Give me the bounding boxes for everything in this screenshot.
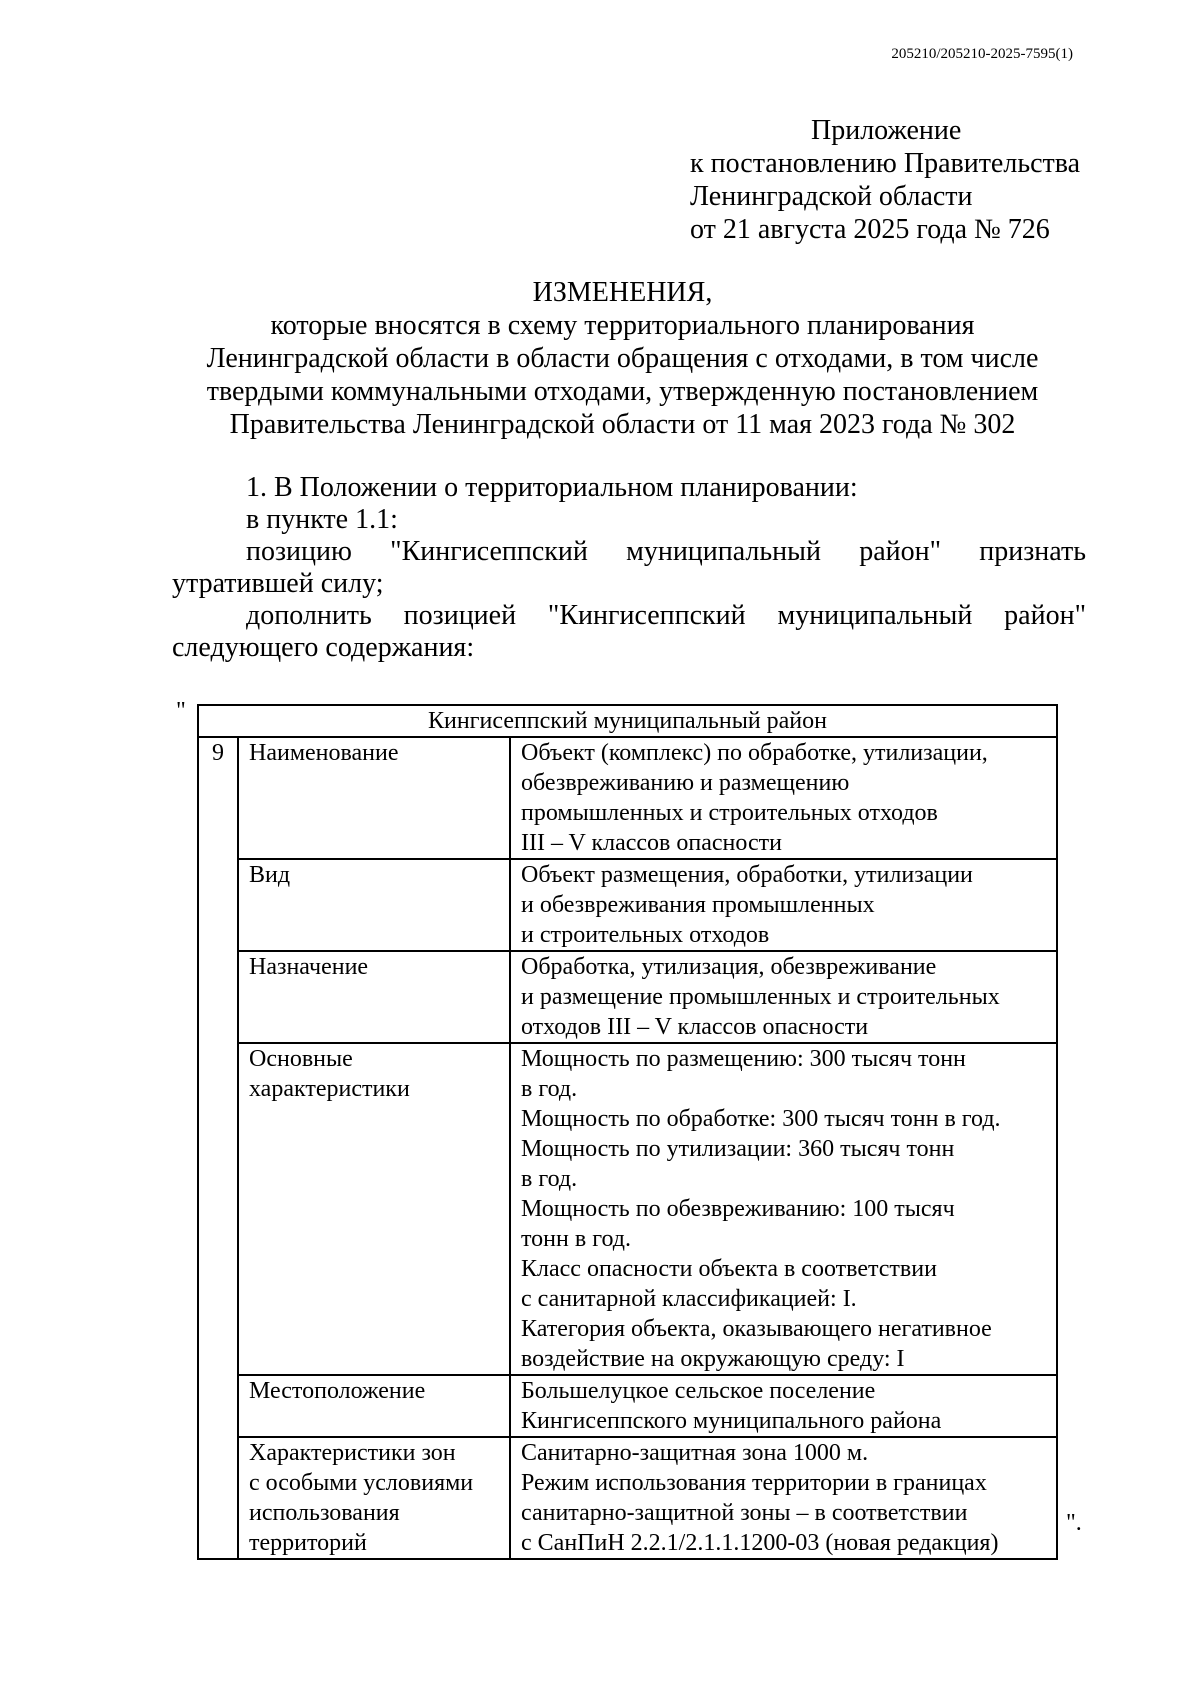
table-row (198, 1437, 1057, 1559)
annex-line: к постановлению Правительства (690, 148, 1081, 179)
row-label-line: Характеристики зон (249, 1440, 456, 1466)
row-value (510, 1043, 1057, 1375)
row-number-cell (198, 1437, 238, 1559)
row-value-line: Кингисеппского муниципального района (521, 1408, 942, 1434)
row-value-line: и размещение промышленных и строительных (521, 984, 1000, 1010)
heading-line: Правительства Ленинградской области от 11 мая 2023 года № 302 (229, 409, 1016, 440)
annex-line: Ленинградской области (690, 181, 973, 212)
row-label-line: Основные (249, 1046, 353, 1072)
table-title: Кингисеппский муниципальный район (198, 705, 1057, 737)
row-label-line: характеристики (249, 1076, 410, 1102)
row-number-cell (198, 951, 238, 1043)
row-label-line: территорий (249, 1530, 367, 1556)
row-label (238, 1043, 510, 1375)
heading-title: ИЗМЕНЕНИЯ, (532, 277, 713, 308)
paragraph-1: 1. В Положении о территориальном планировании: (246, 472, 858, 503)
row-label-line: использования (249, 1500, 400, 1526)
row-value-line: воздействие на окружающую среду: I (521, 1346, 905, 1372)
row-number-cell (198, 1375, 238, 1437)
row-value-line: Мощность по обезвреживанию: 100 тысяч (521, 1196, 955, 1222)
row-label-line: Вид (249, 862, 291, 888)
row-value-line: Мощность по утилизации: 360 тысяч тонн (521, 1136, 955, 1162)
document-id: 205210/205210-2025-7595(1) (891, 46, 1073, 62)
row-label-line: с особыми условиями (249, 1470, 474, 1496)
row-value-line: Категория объекта, оказывающего негативное (521, 1316, 992, 1342)
annex-line: от 21 августа 2025 года № 726 (690, 214, 1050, 245)
paragraph-4-line-1: дополнить позицией "Кингисеппский муниципальный район" (246, 600, 1086, 631)
row-label-line: Наименование (249, 740, 399, 766)
row-value-line: тонн в год. (521, 1226, 631, 1252)
row-value (510, 951, 1057, 1043)
row-value-line: в год. (521, 1076, 578, 1102)
heading-line: которые вносятся в схему территориального планирования (270, 310, 975, 341)
annex-block (690, 114, 1080, 246)
closing-quote: ". (1066, 1510, 1082, 1536)
table-row (198, 859, 1057, 951)
row-value (510, 1437, 1057, 1559)
row-value-line: Мощность по размещению: 300 тысяч тонн (521, 1046, 966, 1072)
row-value-line: промышленных и строительных отходов (521, 800, 938, 826)
row-value (510, 737, 1057, 859)
row-value-line: с СанПиН 2.2.1/2.1.1.1200-03 (новая редакция) (521, 1530, 999, 1556)
paragraph-2: в пункте 1.1: (246, 504, 398, 535)
row-label-line: Местоположение (249, 1378, 426, 1404)
row-label-line: Назначение (249, 954, 369, 980)
paragraph-3-line-2: утратившей силу; (172, 568, 384, 599)
row-number: 9 (198, 737, 238, 859)
heading-line: твердыми коммунальными отходами, утвержденную постановлением (206, 376, 1039, 407)
row-value-line: III – V классов опасности (521, 830, 782, 856)
body-text (172, 472, 1086, 664)
row-number-cell (198, 859, 238, 951)
row-label (238, 1375, 510, 1437)
row-value (510, 1375, 1057, 1437)
table-row (198, 951, 1057, 1043)
row-value (510, 859, 1057, 951)
table-row (198, 737, 1057, 859)
row-value-line: Большелуцкое сельское поселение (521, 1378, 876, 1404)
paragraph-3-line-1: позицию "Кингисеппский муниципальный район" признать (246, 536, 1086, 567)
row-value-line: Режим использования территории в границах (521, 1470, 987, 1496)
row-value-line: и строительных отходов (521, 922, 770, 948)
table-title-row (198, 705, 1057, 737)
row-number-cell (198, 1043, 238, 1375)
table-row (198, 1043, 1057, 1375)
paragraph-4-line-2: следующего содержания: (172, 632, 475, 663)
row-label (238, 859, 510, 951)
row-value-line: в год. (521, 1166, 578, 1192)
row-value-line: Санитарно-защитная зона 1000 м. (521, 1440, 869, 1466)
row-value-line: Обработка, утилизация, обезвреживание (521, 954, 937, 980)
row-value-line: Класс опасности объекта в соответствии (521, 1256, 937, 1282)
row-label (238, 1437, 510, 1559)
row-value-line: с санитарной классификацией: I. (521, 1286, 857, 1312)
row-value-line: санитарно-защитной зоны – в соответствии (521, 1500, 968, 1526)
row-label (238, 951, 510, 1043)
row-value-line: Объект размещения, обработки, утилизации (521, 862, 973, 888)
row-value-line: отходов III – V классов опасности (521, 1014, 869, 1040)
table-row (198, 1375, 1057, 1437)
positions-table (197, 704, 1058, 1560)
row-value-line: Объект (комплекс) по обработке, утилизации, (521, 740, 988, 766)
annex-title: Приложение (811, 115, 962, 146)
heading-line: Ленинградской области в области обращения с отходами, в том числе (206, 343, 1039, 374)
opening-quote: " (176, 698, 186, 724)
row-label (238, 737, 510, 859)
row-value-line: Мощность по обработке: 300 тысяч тонн в год. (521, 1106, 1001, 1132)
row-value-line: и обезвреживания промышленных (521, 892, 875, 918)
document-heading (160, 276, 1085, 441)
row-value-line: обезвреживанию и размещению (521, 770, 850, 796)
